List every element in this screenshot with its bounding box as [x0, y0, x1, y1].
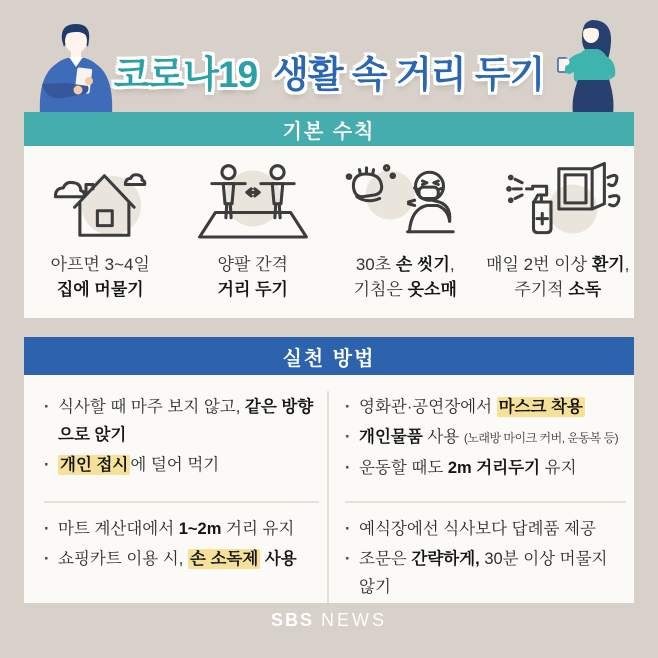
list-item-text: 식사할 때 마주 보지 않고, 같은 방향 으로 앉기 [58, 398, 314, 444]
news-logo-text: NEWS [321, 610, 387, 630]
bullet-marker: · [345, 459, 351, 477]
sbs-news-logo [0, 610, 658, 631]
practice-header-label: 실천 방법 [282, 347, 376, 370]
rule-distance [177, 146, 330, 318]
basic-rules-header [24, 112, 634, 146]
basic-rules-header-label: 기본 수칙 [282, 120, 376, 143]
group-divider [345, 501, 626, 503]
bullet-marker: · [44, 398, 50, 416]
practice-group [345, 515, 628, 601]
bullet-marker: · [345, 428, 351, 446]
spray-ventilation-icon [483, 160, 633, 244]
list-item-text: 운동할 때도 2m 거리두기 유지 [359, 459, 577, 477]
group-divider [44, 501, 319, 503]
list-item [44, 451, 321, 479]
rule-caption: 아프면 3~4일 집에 머물기 [50, 255, 150, 299]
list-item-text: 예식장에선 식사보다 답례품 제공 [359, 520, 596, 538]
practice-group [44, 393, 321, 491]
list-item-text: 개인 접시 에 덜어 먹기 [60, 456, 220, 474]
list-item [44, 545, 321, 573]
rule-caption: 양팔 간격 거리 두기 [217, 255, 288, 299]
bullet-marker: · [345, 550, 351, 568]
practice-column-left [24, 391, 329, 603]
sbs-logo-text: SBS [270, 610, 314, 630]
bullet-marker: · [44, 550, 50, 568]
rule-caption: 매일 2번 이상 환기, 주기적 소독 [486, 255, 630, 299]
practice-group [345, 393, 628, 491]
bullet-marker: · [345, 398, 351, 416]
list-item [44, 515, 321, 543]
practice-header [24, 337, 634, 375]
list-item-text: 쇼핑카트 이용 시, 손 소독제 사용 [58, 550, 297, 568]
practice-group [44, 515, 321, 573]
list-item-text: 조문은 간략하게, 30분 이상 머물지 않기 [359, 550, 608, 596]
rule-stay-home [24, 146, 177, 318]
list-item [345, 423, 628, 452]
list-item [345, 393, 628, 421]
list-item-text: 영화관·공연장에서 마스크 착용 [359, 398, 583, 416]
title-part2: 생활 속 거리 두기 [273, 54, 545, 95]
title-part1: 코로나19 [113, 54, 258, 95]
basic-rules-card [24, 146, 634, 318]
house-stay-home-icon [35, 160, 165, 244]
handwash-cough-sleeve-icon [330, 160, 480, 244]
rule-caption: 30초 손 씻기, 기침은 옷소매 [353, 255, 457, 299]
page-title [0, 44, 658, 98]
bullet-marker: · [44, 456, 50, 474]
bullet-marker: · [44, 520, 50, 538]
list-item [345, 515, 628, 543]
two-people-distance-icon [178, 160, 328, 244]
list-item [345, 454, 628, 482]
list-item [345, 545, 628, 601]
practice-card [24, 375, 634, 603]
bullet-marker: · [345, 520, 351, 538]
rule-ventilation [482, 146, 635, 318]
rule-handwash-cough [329, 146, 482, 318]
list-item-text: 마트 계산대에서 1~2m 거리 유지 [58, 520, 295, 538]
list-item-text: 개인물품 사용 (노래방 마이크 커버, 운동복 등) [359, 428, 619, 446]
list-item [44, 393, 321, 449]
practice-column-right [329, 391, 634, 603]
